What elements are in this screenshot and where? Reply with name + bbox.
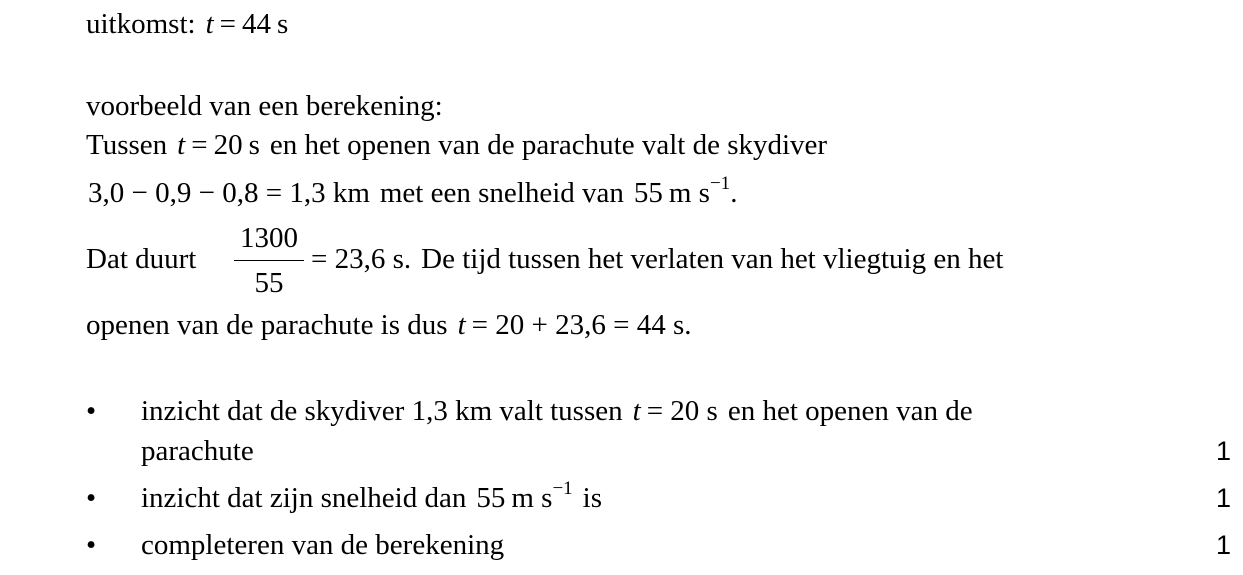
example-line4-var: t	[457, 309, 466, 341]
example-line2-speed-exp: −1	[709, 173, 731, 194]
example-line1-var: t	[177, 129, 186, 161]
criterion-2-speed-exp: −1	[552, 478, 573, 499]
criterion-1-text-c: parachute	[141, 435, 254, 467]
example-line1-eq: =	[191, 129, 208, 161]
example-heading: voorbeeld van een berekening:	[86, 90, 443, 122]
criterion-2-speed-value: 55	[476, 482, 506, 514]
example-line1-unit: s	[248, 129, 260, 161]
example-line4-pre: openen van de parachute is dus	[86, 309, 448, 341]
example-line-2	[88, 173, 738, 209]
criterion-1-bullet: •	[86, 395, 97, 427]
fraction-denominator: 55	[254, 267, 284, 299]
criterion-3-text: completeren van de berekening	[141, 529, 505, 561]
criterion-2-text	[141, 478, 602, 514]
example-line3-result: = 23,6 s.	[311, 243, 412, 275]
example-line-3-rest	[311, 245, 1003, 274]
example-line2-mid: met een snelheid van	[379, 177, 624, 209]
criterion-2-text-b: is	[582, 482, 602, 514]
criterion-2-bullet: •	[86, 482, 97, 514]
fraction-bar	[234, 260, 304, 261]
outcome-line	[86, 10, 288, 39]
criterion-2-speed-unit: m s	[511, 482, 553, 514]
example-line1-value: 20	[213, 129, 243, 161]
criterion-2-text-a: inzicht dat zijn snelheid dan	[141, 482, 467, 514]
example-line2-speed-value: 55	[633, 177, 663, 209]
example-line-3-pre: Dat duurt	[86, 243, 197, 275]
criterion-2-score: 1	[1215, 483, 1231, 513]
example-line1-post: en het openen van de parachute valt de skydiver	[269, 129, 828, 161]
criterion-1-text-a: inzicht dat de skydiver 1,3 km valt tussen	[141, 395, 623, 427]
fraction	[234, 224, 304, 298]
outcome-math-unit: s	[277, 8, 289, 40]
example-line-4	[86, 311, 692, 340]
example-line-1	[86, 131, 827, 160]
criterion-3-bullet: •	[86, 529, 97, 561]
outcome-math-value: 44	[242, 8, 271, 40]
example-line1-pre: Tussen	[86, 129, 168, 161]
example-line2-end: .	[730, 177, 738, 209]
fraction-numerator: 1300	[240, 222, 298, 254]
outcome-math-eq: =	[219, 8, 236, 40]
criterion-1-score: 1	[1215, 436, 1231, 466]
example-line3-post: De tijd tussen het verlaten van het vliegtuig en het	[421, 243, 1004, 275]
outcome-label: uitkomst:	[86, 8, 196, 40]
outcome-math-var: t	[205, 8, 214, 40]
example-line2-expr: 3,0 − 0,9 − 0,8 = 1,3 km	[88, 177, 370, 209]
criterion-1-math-var: t	[632, 395, 641, 427]
criterion-1-text	[141, 397, 973, 426]
example-line2-speed-unit: m s	[668, 177, 710, 209]
criterion-1-text-b: en het openen van de	[727, 395, 973, 427]
criterion-1-math-rest: = 20 s	[646, 395, 718, 427]
criterion-3-score: 1	[1215, 530, 1231, 560]
example-line4-expr: = 20 + 23,6 = 44 s.	[471, 309, 692, 341]
